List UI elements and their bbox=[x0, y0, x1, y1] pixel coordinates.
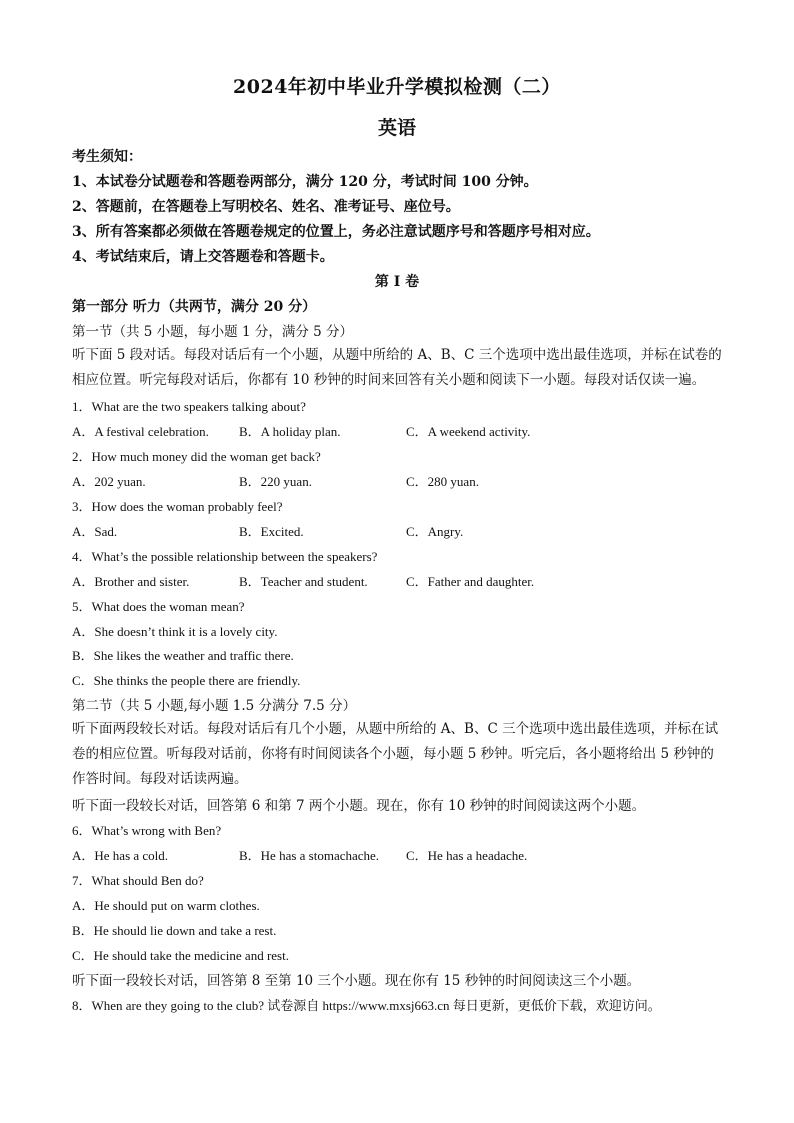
q2-option-b: B．220 yuan. bbox=[239, 474, 312, 489]
q6-option-a: A．He has a cold. bbox=[72, 848, 169, 863]
q3-option-c: C．Angry. bbox=[406, 524, 464, 539]
part1-heading: 第一部分 听力（共两节，满分 20 分） bbox=[72, 299, 317, 315]
q4-option-c: C．Father and daughter. bbox=[406, 574, 535, 589]
q3-option-a: A．Sad. bbox=[72, 524, 118, 539]
exam-subject: 英语 bbox=[377, 117, 416, 139]
notice-item-3: 3、所有答案都必须做在答题卷规定的位置上，务必注意试题序号和答题序号相对应。 bbox=[72, 224, 600, 240]
q4-option-a: A．Brother and sister. bbox=[72, 574, 190, 589]
question-7: 7．What should Ben do? bbox=[72, 873, 204, 888]
exam-title: 2024年初中毕业升学模拟检测（二） bbox=[233, 76, 561, 98]
section1-instructions: 听下面 5 段对话。每段对话后有一个小题，从题中所给的 A、B、C 三个选项中选出最佳选项，并标在试卷的相应位置。听完每段对话后，你都有 10 秒钟的时间来回答有关小题和阅读下一小题。每段对话仅读一遍。 bbox=[72, 347, 722, 388]
q1-option-c: C．A weekend activity. bbox=[406, 424, 531, 439]
q1-option-a: A．A festival celebration. bbox=[72, 424, 209, 439]
q7-option-a: A．He should put on warm clothes. bbox=[72, 898, 260, 913]
volume-heading: 第 I 卷 bbox=[374, 274, 420, 290]
notice-item-2: 2、答题前，在答题卷上写明校名、姓名、准考证号、座位号。 bbox=[72, 199, 460, 215]
notice-item-1: 1、本试卷分试题卷和答题卷两部分，满分 120 分，考试时间 100 分钟。 bbox=[72, 174, 538, 190]
q4-option-b: B．Teacher and student. bbox=[239, 574, 368, 589]
q7-option-c: C．He should take the medicine and rest. bbox=[72, 948, 289, 963]
q1-option-b: B．A holiday plan. bbox=[239, 424, 341, 439]
question-4: 4．What’s the possible relationship between the speakers? bbox=[72, 549, 378, 564]
question-1: 1．What are the two speakers talking about? bbox=[72, 399, 306, 414]
question-2: 2．How much money did the woman get back? bbox=[72, 449, 321, 464]
q7-option-b: B．He should lie down and take a rest. bbox=[72, 923, 277, 938]
q6-option-b: B．He has a stomachache. bbox=[239, 848, 380, 863]
q6-option-c: C．He has a headache. bbox=[406, 848, 528, 863]
section1-heading: 第一节（共 5 小题，每小题 1 分，满分 5 分） bbox=[72, 324, 354, 340]
q5-option-c: C．She thinks the people there are friendly. bbox=[72, 673, 301, 688]
question-3: 3．How does the woman probably feel? bbox=[72, 499, 283, 514]
dialogue2-intro: 听下面一段较长对话，回答第 8 至第 10 三个小题。现在你有 15 秒钟的时间阅读这三个小题。 bbox=[72, 973, 641, 989]
question-5: 5．What does the woman mean? bbox=[72, 599, 245, 614]
q5-option-a: A．She doesn’t think it is a lovely city. bbox=[72, 624, 278, 639]
question-8: 8．When are they going to the club? 试卷源自 https://www.mxsj663.cn 每日更新，更低价下载，欢迎访问。 bbox=[72, 998, 661, 1013]
question-6: 6．What’s wrong with Ben? bbox=[72, 823, 222, 838]
q2-option-a: A．202 yuan. bbox=[72, 474, 146, 489]
section2-instructions: 听下面两段较长对话。每段对话后有几个小题，从题中所给的 A、B、C 三个选项中选出最佳选项，并标在试卷的相应位置。听每段对话前，你将有时间阅读各个小题，每小题 5 秒钟。听完后，各小题将给出 5 秒钟的作答时间。每段对话读两遍。 bbox=[72, 721, 719, 787]
notice-item-4: 4、考试结束后，请上交答题卷和答题卡。 bbox=[72, 249, 334, 265]
dialogue1-intro: 听下面一段较长对话，回答第 6 和第 7 两个小题。现在，你有 10 秒钟的时间阅读这两个小题。 bbox=[72, 798, 646, 814]
notice-heading: 考生须知： bbox=[72, 149, 142, 165]
q5-option-b: B．She likes the weather and traffic there. bbox=[72, 648, 294, 663]
q2-option-c: C．280 yuan. bbox=[406, 474, 479, 489]
q3-option-b: B．Excited. bbox=[239, 524, 304, 539]
section2-heading: 第二节（共 5 小题,每小题 1.5 分满分 7.5 分） bbox=[72, 698, 357, 714]
